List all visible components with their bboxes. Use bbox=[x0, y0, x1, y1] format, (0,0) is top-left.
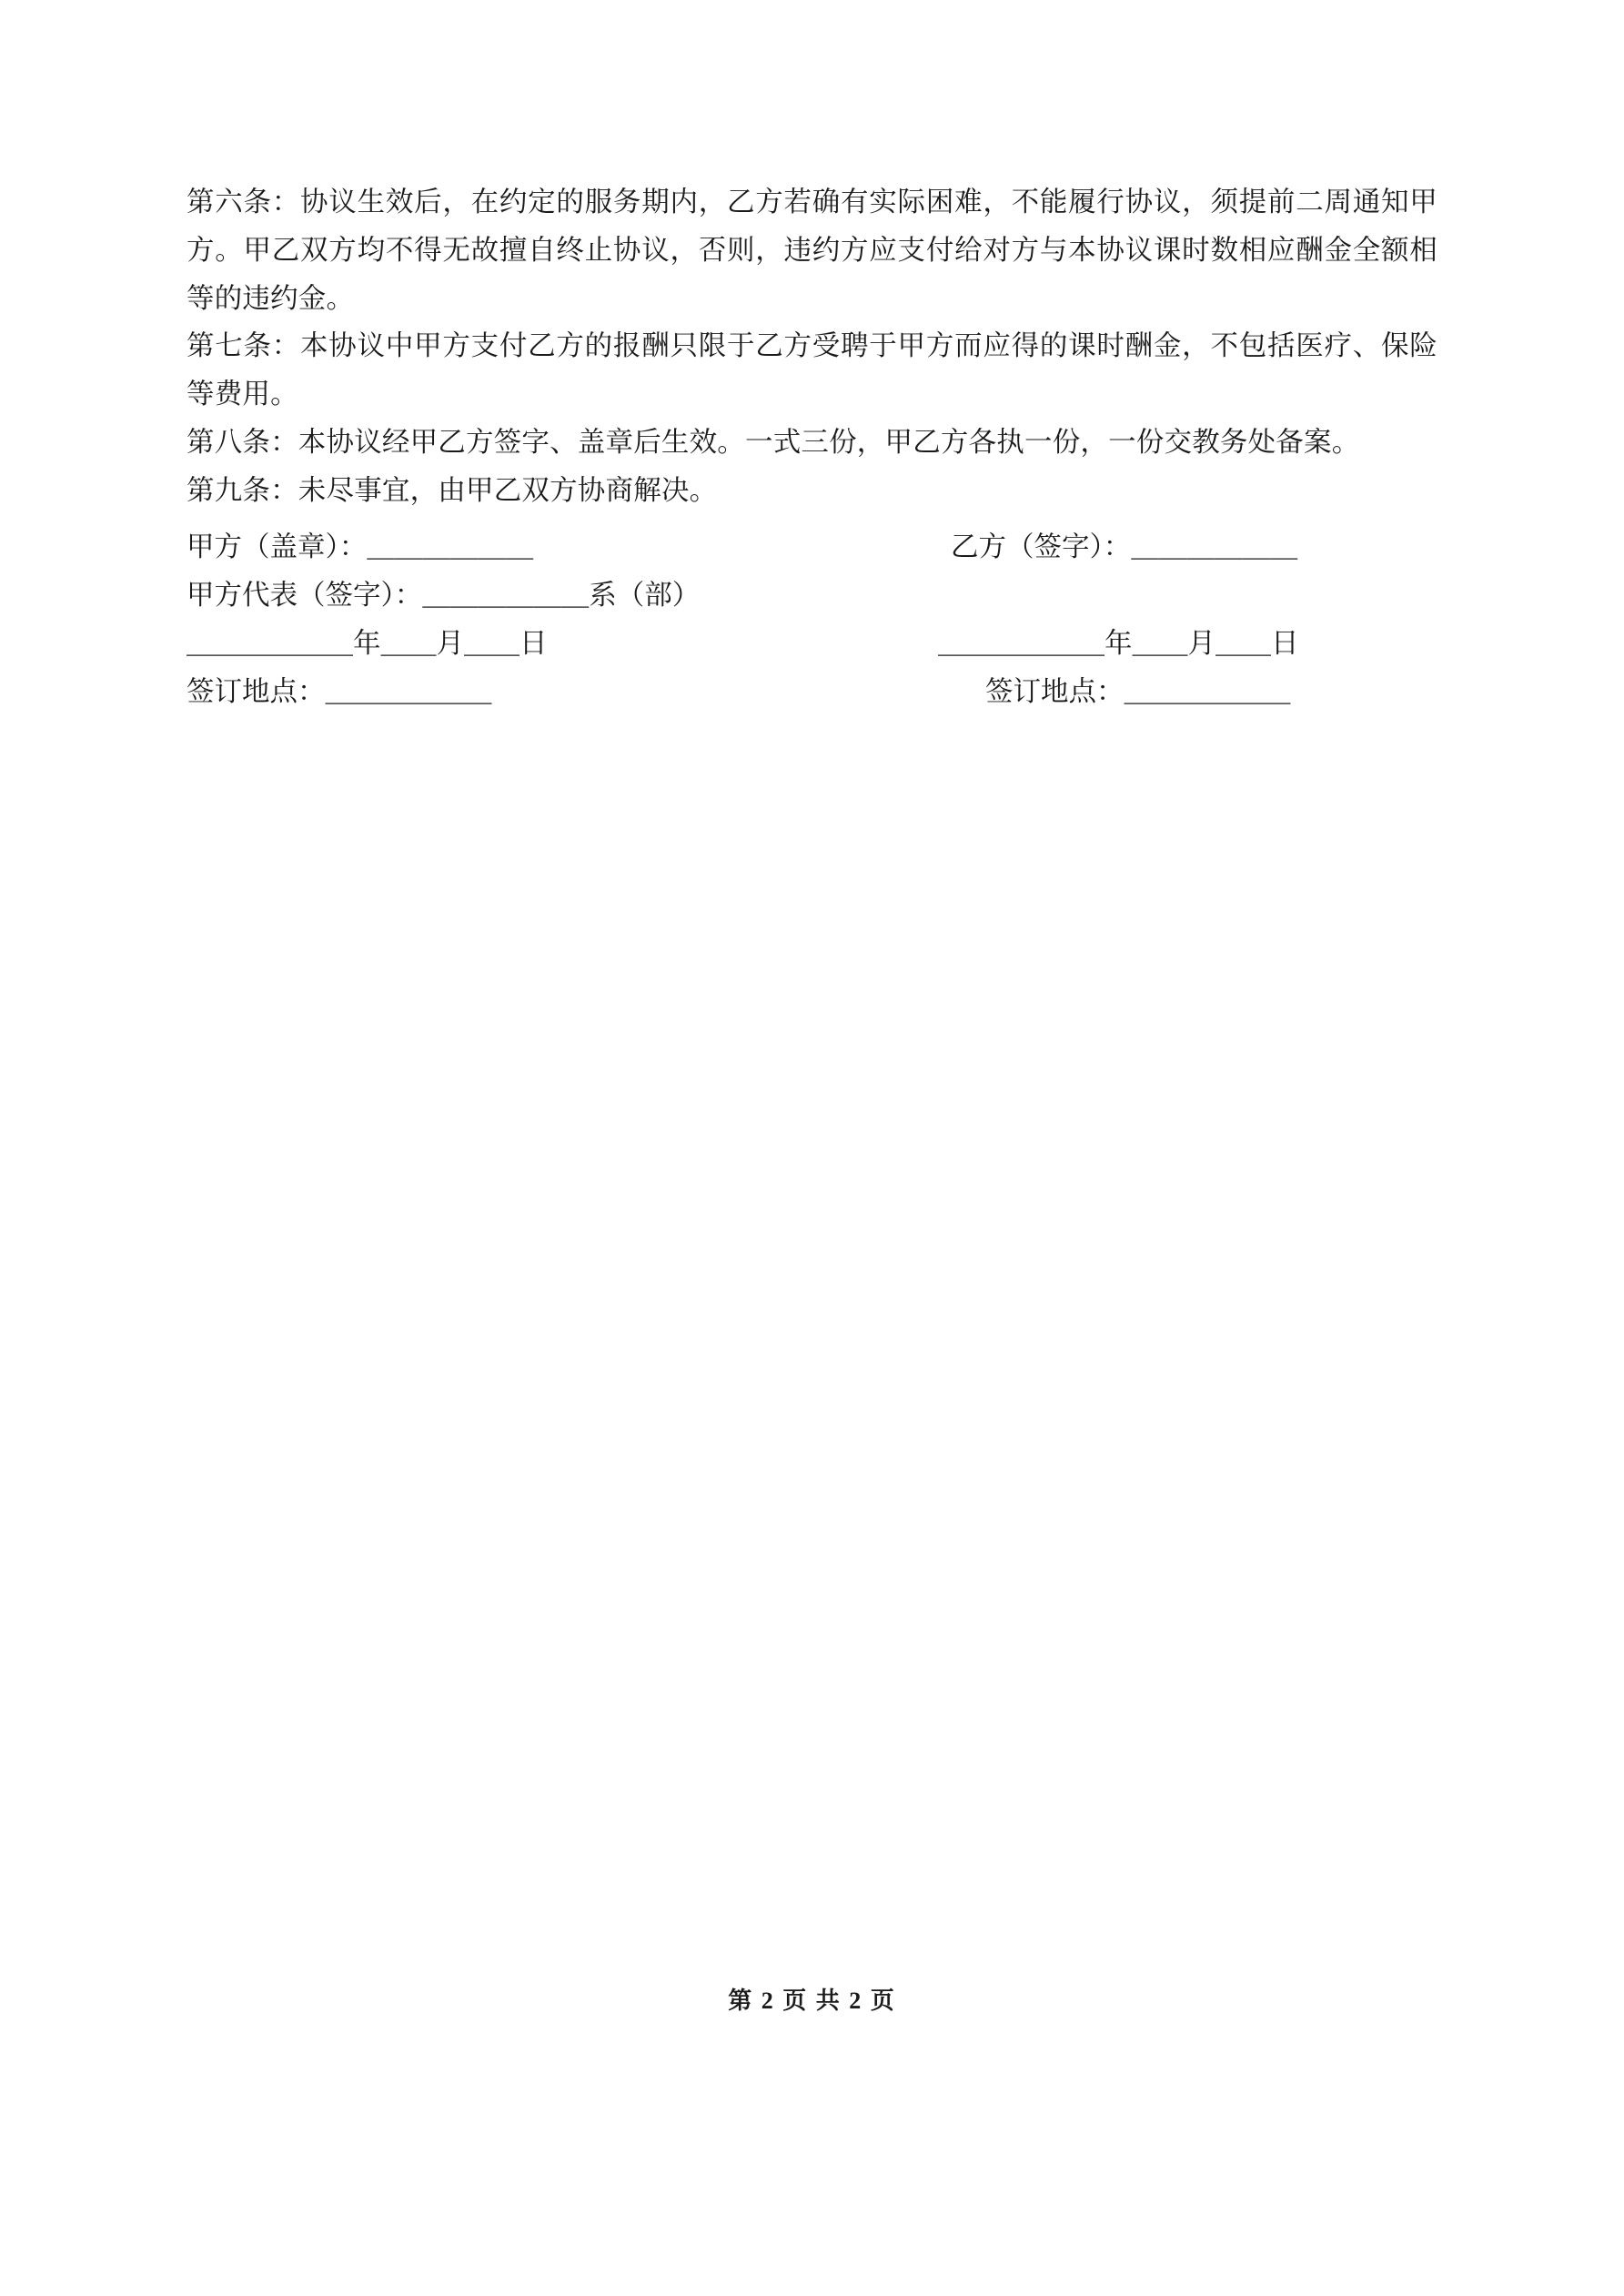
signature-row-party-names bbox=[187, 523, 1437, 571]
party-a-representative-field: 甲方代表（签字）：＿＿＿＿＿＿系（部） bbox=[187, 580, 701, 611]
signature-block bbox=[187, 523, 1437, 715]
party-b-location-field: 签订地点：＿＿＿＿＿＿ bbox=[985, 675, 1291, 707]
clause-paragraph-8: 第八条：本协议经甲乙方签字、盖章后生效。一式三份，甲乙方各执一份，一份交教务处备案。 bbox=[187, 426, 1360, 458]
signature-row-dates bbox=[187, 620, 1437, 668]
signature-row-party-a-rep bbox=[187, 571, 1437, 620]
page-footer: 第 2 页 共 2 页 bbox=[728, 1988, 896, 2014]
clause-paragraph-9: 第九条：未尽事宜，由甲乙双方协商解决。 bbox=[187, 474, 718, 506]
clause-paragraph-6: 第六条：协议生效后，在约定的服务期内，乙方若确有实际困难，不能履行协议，须提前二周通知甲方。甲乙双方均不得无故擅自终止协议，否则，违约方应支付给对方与本协议课时数相应酬金全额相等的违约金。 bbox=[187, 187, 1437, 314]
party-b-signature-field: 乙方（签字）：＿＿＿＿＿＿ bbox=[951, 531, 1298, 563]
party-a-seal-field: 甲方（盖章）：＿＿＿＿＿＿ bbox=[187, 531, 534, 563]
party-a-date-field: ＿＿＿＿＿＿年＿＿月＿＿日 bbox=[187, 627, 548, 659]
party-a-rep-spacer bbox=[769, 571, 1437, 620]
party-b-date-field: ＿＿＿＿＿＿年＿＿月＿＿日 bbox=[938, 627, 1299, 659]
party-a-location-field: 签订地点：＿＿＿＿＿＿ bbox=[187, 675, 492, 707]
signature-row-locations bbox=[187, 668, 1437, 716]
document-body bbox=[187, 178, 1437, 715]
clause-paragraph-7: 第七条：本协议中甲方支付乙方的报酬只限于乙方受聘于甲方而应得的课时酬金，不包括医疗、保险等费用。 bbox=[187, 330, 1437, 410]
